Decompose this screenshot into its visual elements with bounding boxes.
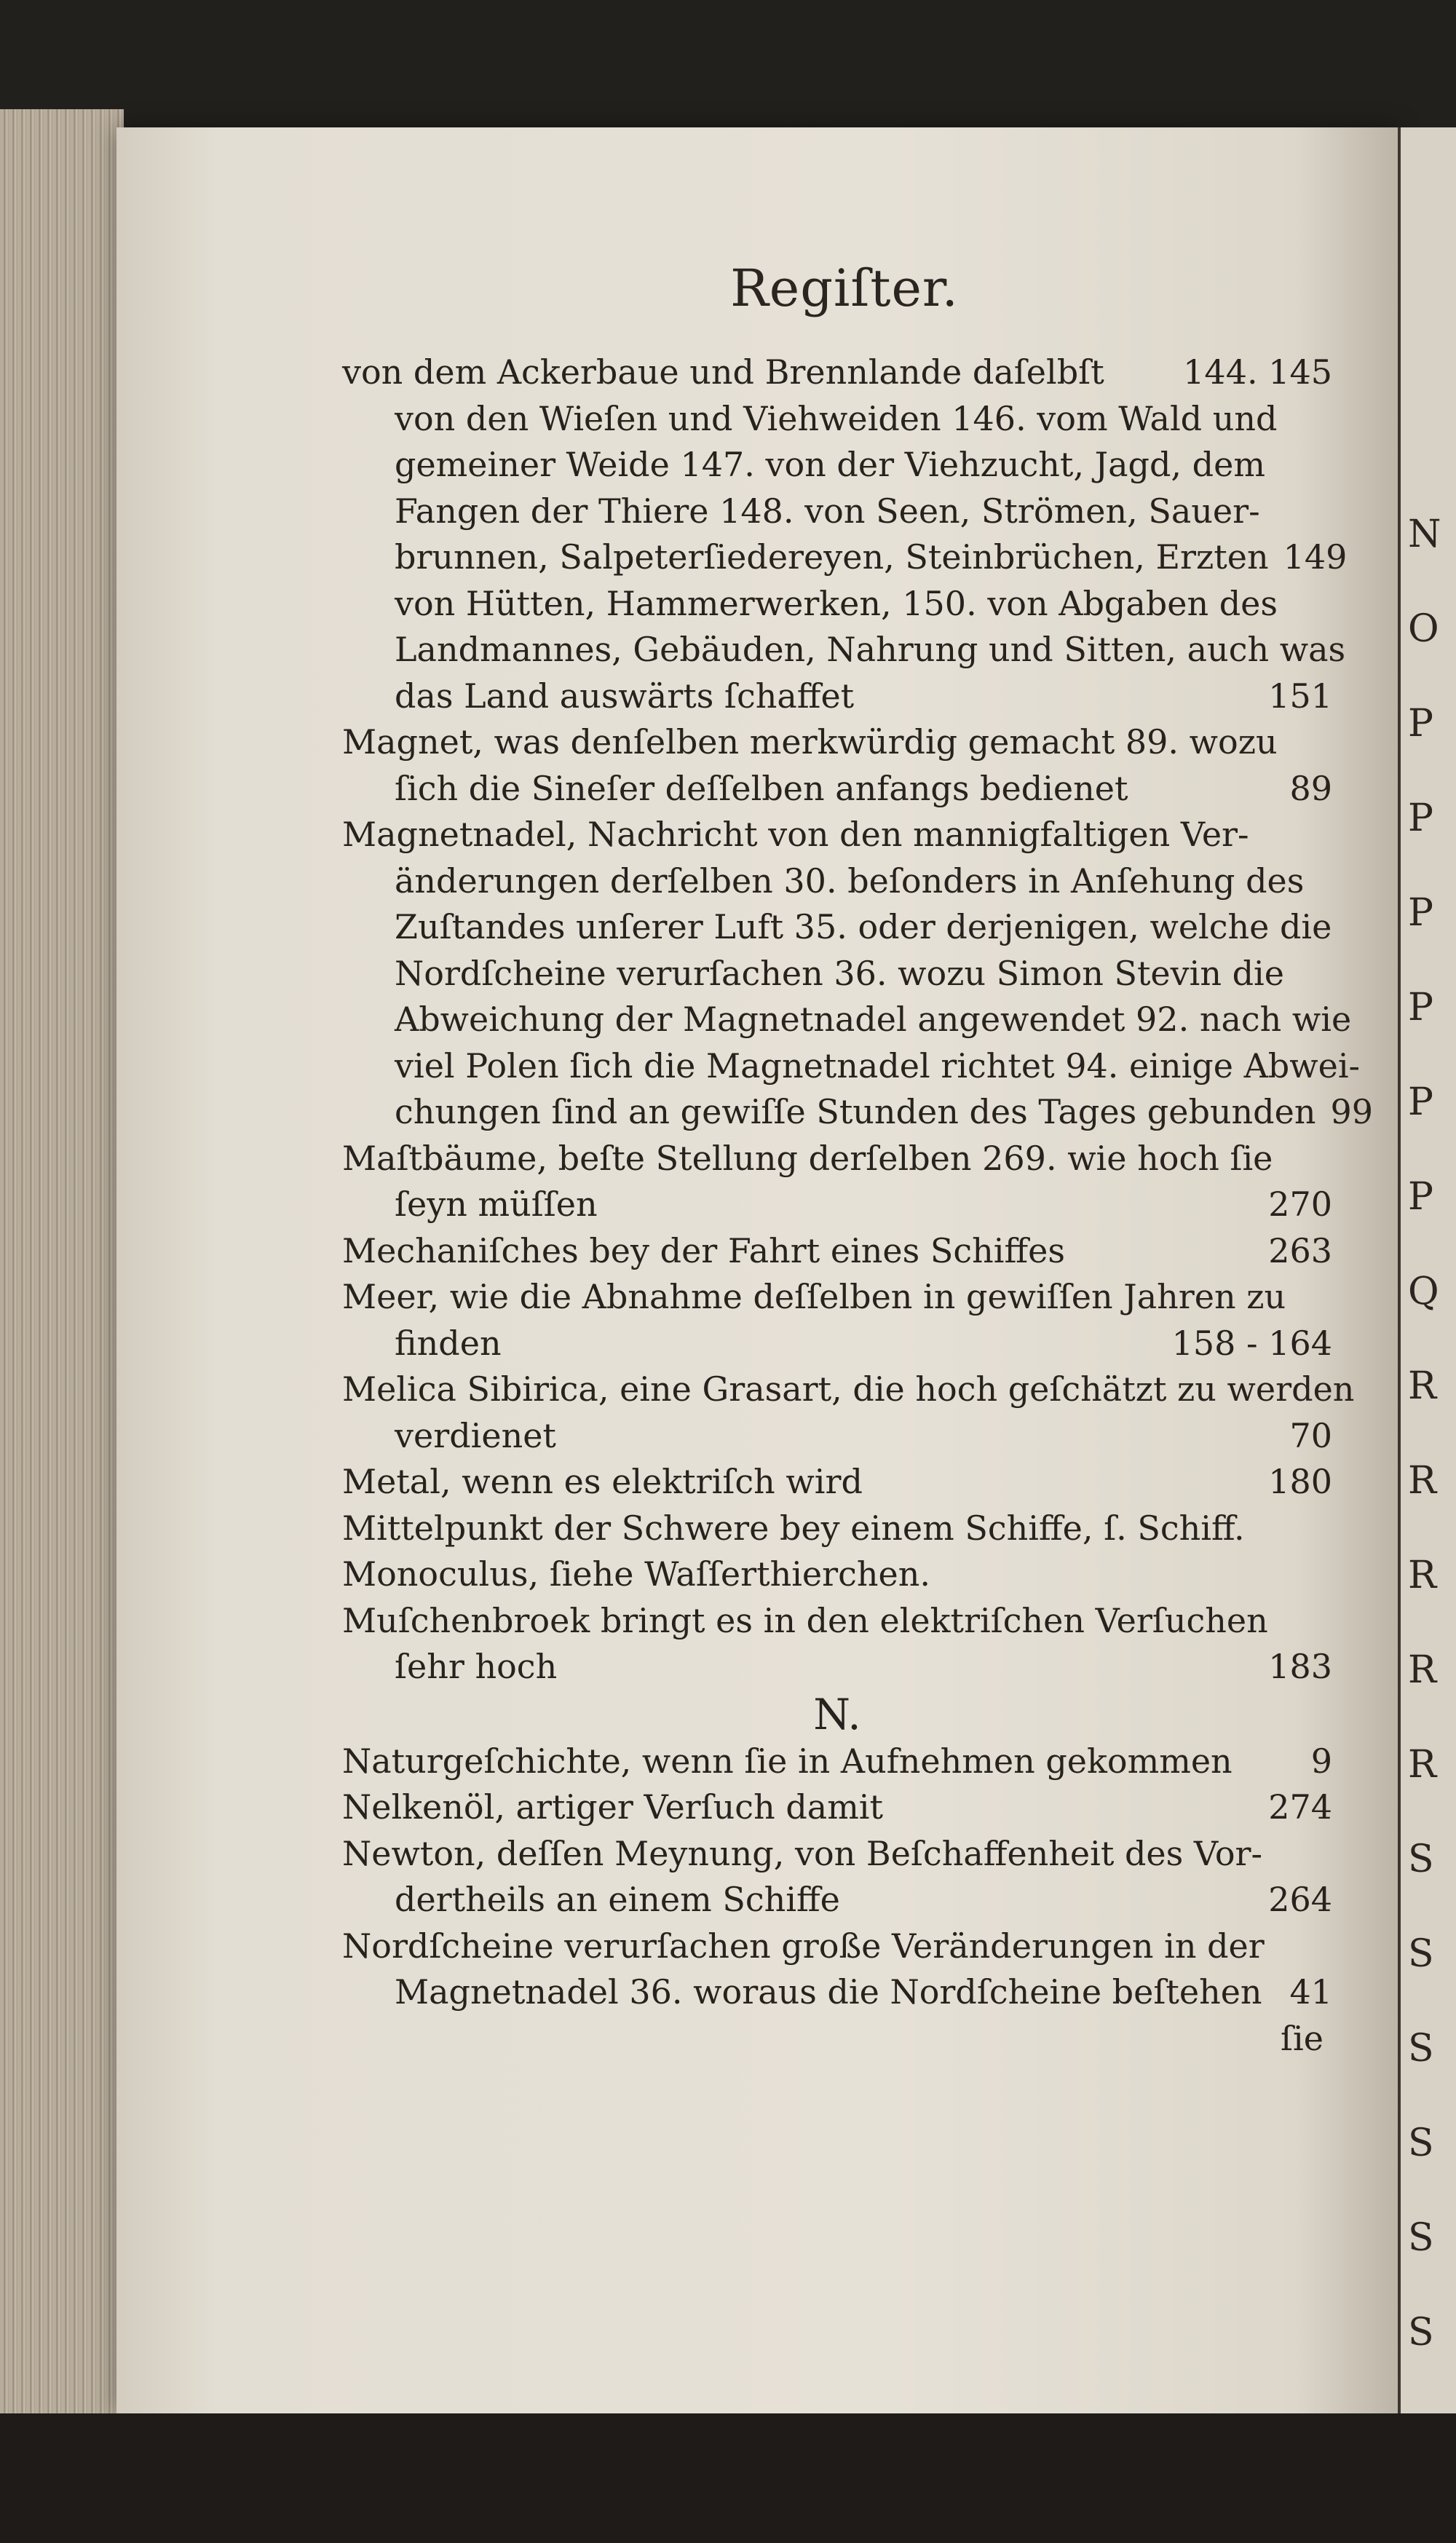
entry-text: Nelkenöl, artiger Verſuch damit [342, 1787, 884, 1827]
entry-text: Metal, wenn es elektriſch wird [342, 1462, 863, 1501]
page-reference [1318, 1831, 1332, 1878]
entry-line [342, 1089, 1374, 1136]
entry-text: von dem Ackerbaue und Brennlande daſelbſt [342, 352, 1104, 392]
facing-page-letter: S [1408, 2121, 1434, 2165]
entry-text: Abweichung der Magnetnadel angewendet 92. nach wie [395, 1000, 1352, 1039]
entry-text: von den Wieſen und Viehweiden 146. vom Wald und [395, 398, 1278, 438]
index-entry-mastbaeume [342, 1136, 1332, 1228]
entry-text: Newton, deſſen Meynung, von Beſchaffenheit des Vor- [342, 1833, 1263, 1873]
entry-text: finden [395, 1323, 502, 1363]
facing-page-letter: P [1408, 1175, 1433, 1219]
entry-line [342, 1043, 1361, 1090]
facing-page-letter: N [1408, 513, 1441, 556]
entry-text: Landmannes, Gebäuden, Nahrung und Sitten, auch was [395, 630, 1346, 669]
entry-line [342, 1367, 1355, 1413]
entry-line [342, 349, 1332, 396]
page-reference [1318, 719, 1332, 766]
entry-line [342, 1274, 1332, 1321]
page-reference: 70 [1289, 1415, 1332, 1455]
index-entry-cont [342, 349, 1348, 719]
page-reference [1354, 1367, 1369, 1413]
index-entry-muschenbroek [342, 1598, 1332, 1690]
entry-text: Magnetnadel 36. woraus die Nordſcheine beſtehen [395, 1972, 1262, 2012]
entry-line [342, 489, 1332, 535]
facing-page-letter: P [1408, 891, 1433, 935]
page-reference [1318, 442, 1332, 489]
facing-page-letters [1408, 495, 1456, 2388]
entry-text: chungen ſind an gewiſſe Stunden des Tages gebunden [395, 1092, 1316, 1131]
entry-line [342, 1598, 1332, 1645]
facing-page-letter: R [1408, 1364, 1437, 1408]
letter-heading: N. [813, 1689, 861, 1739]
facing-page-letter: S [1408, 2311, 1434, 2354]
page-reference [1318, 1551, 1332, 1598]
entry-line [342, 581, 1332, 628]
page-reference [1318, 1136, 1332, 1182]
entry-line [342, 396, 1332, 443]
entry-text: Nordſcheine verurſachen große Veränderungen in der [342, 1926, 1265, 1966]
page-reference: 180 [1268, 1462, 1332, 1501]
facing-page-letter: R [1408, 1648, 1437, 1692]
background-top [0, 0, 1456, 127]
entry-line [342, 766, 1332, 812]
index-entry-meer [342, 1274, 1332, 1367]
page-reference [1351, 997, 1366, 1043]
page-title: Regiſter. [730, 258, 959, 318]
entry-line [342, 627, 1346, 673]
entry-text: Mechaniſches bey der Fahrt eines Schiffes [342, 1230, 1065, 1270]
entry-line [342, 951, 1332, 997]
entry-text: das Land auswärts ſchaffet [395, 676, 855, 716]
background-bottom [0, 2413, 1456, 2543]
page-reference [1318, 489, 1332, 535]
page-reference: 270 [1268, 1185, 1332, 1224]
entry-line [342, 858, 1332, 905]
entry-line [342, 812, 1332, 858]
entry-line [342, 1831, 1332, 1878]
page-reference: 274 [1268, 1787, 1332, 1827]
entry-text: ſich die Sineſer deſſelben anfangs bedienet [395, 768, 1128, 808]
page-reference [1332, 904, 1346, 951]
page-reference [1318, 951, 1332, 997]
entry-text: ſeyn müſſen [395, 1185, 598, 1224]
facing-page-letter: S [1408, 2216, 1434, 2260]
index-entry-magnetnadel [342, 812, 1374, 1136]
entry-text: Nordſcheine verurſachen 36. wozu Simon Stevin die [395, 953, 1284, 993]
entry-text: ſehr hoch [395, 1647, 558, 1686]
entry-line [342, 1739, 1332, 1785]
entry-text: gemeiner Weide 147. von der Viehzucht, Jagd, dem [395, 445, 1265, 484]
entry-text: Monoculus, ſiehe Waſſerthierchen. [342, 1554, 930, 1594]
page-reference [1318, 1923, 1332, 1970]
register-entries [342, 349, 1374, 2062]
facing-page-letter: S [1408, 1838, 1434, 1881]
page-reference: 183 [1268, 1647, 1332, 1686]
page-reference: 9 [1310, 1741, 1332, 1781]
entry-line [342, 1877, 1332, 1923]
entry-text: viel Polen ſich die Magnetnadel richtet 94. einige Abwei- [395, 1045, 1361, 1085]
facing-page-letter: S [1408, 1932, 1434, 1976]
index-entry-melica [342, 1367, 1355, 1459]
facing-page-letter: S [1408, 2027, 1434, 2071]
page-reference: 144. 145 [1183, 352, 1332, 392]
facing-page-edge [1398, 127, 1456, 2413]
page-reference [1318, 858, 1332, 905]
page-reference: 149 [1283, 537, 1348, 577]
facing-page-letter: O [1408, 607, 1439, 651]
entry-text: änderungen derſelben 30. beſonders in Anſehung des [395, 861, 1305, 901]
page-reference: 89 [1289, 768, 1332, 808]
entry-text: Muſchenbroek bringt es in den elektriſchen Verſuchen [342, 1600, 1268, 1640]
facing-page-letter: R [1408, 1743, 1437, 1787]
entry-line [342, 719, 1332, 766]
entry-text: brunnen, Salpeterſiedereyen, Steinbrüchen, Erzten [395, 537, 1269, 577]
entry-line [342, 1136, 1332, 1182]
entry-line [342, 1923, 1332, 1970]
entry-text: Meer, wie die Abnahme deſſelben in gewiſſen Jahren zu [342, 1277, 1286, 1316]
index-entry-monoculus [342, 1551, 1332, 1598]
page-reference [1318, 1506, 1332, 1552]
entry-text: Maſtbäume, beſte Stellung derſelben 269. wie hoch ſie [342, 1138, 1273, 1178]
page-reference: 264 [1268, 1880, 1332, 1919]
facing-page-letter: R [1408, 1459, 1437, 1503]
page-reference [1318, 1598, 1332, 1645]
entry-line [342, 1784, 1332, 1831]
facing-page-letter: P [1408, 796, 1433, 840]
entry-line [342, 442, 1332, 489]
index-entry-nordscheine [342, 1923, 1332, 2016]
entry-line [342, 1413, 1332, 1460]
entry-line [342, 1506, 1332, 1552]
index-entry-mechanisches [342, 1228, 1332, 1275]
entry-text: Fangen der Thiere 148. von Seen, Strömen, Sauer- [395, 491, 1260, 531]
facing-page-letter: R [1408, 1554, 1437, 1597]
page-reference [1345, 627, 1360, 673]
page-reference: 151 [1268, 676, 1332, 716]
page-reference: 263 [1268, 1230, 1332, 1270]
index-entry-nelkenoel [342, 1784, 1332, 1831]
facing-page-letter: P [1408, 986, 1433, 1029]
entry-text: dertheils an einem Schiffe [395, 1880, 840, 1919]
entry-line [342, 673, 1332, 720]
catchword: ſie [1281, 2018, 1324, 2058]
page-reference [1318, 812, 1332, 858]
entry-line [342, 904, 1332, 951]
entry-text: Zuſtandes unſerer Luft 35. oder derjenigen, welche die [395, 907, 1332, 946]
index-entry-magnet [342, 719, 1332, 812]
entry-line [342, 534, 1348, 581]
entry-text: Magnetnadel, Nachricht von den mannigfaltigen Ver- [342, 815, 1249, 854]
entry-line [342, 1228, 1332, 1275]
index-entry-metal [342, 1459, 1332, 1506]
page-reference: 99 [1330, 1092, 1374, 1131]
entry-line [342, 1969, 1332, 2016]
page-reference [1318, 581, 1332, 628]
page-reference: 41 [1289, 1972, 1332, 2012]
facing-page-letter: P [1408, 702, 1433, 746]
page-reference: 158 - 164 [1171, 1323, 1332, 1363]
entry-text: Magnet, was denſelben merkwürdig gemacht 89. wozu [342, 722, 1278, 762]
entry-line [342, 1321, 1332, 1367]
entry-text: verdienet [395, 1415, 556, 1455]
facing-page-letter: P [1408, 1080, 1433, 1124]
entry-text: Naturgeſchichte, wenn ſie in Aufnehmen gekommen [342, 1741, 1233, 1781]
page-reference [1360, 1043, 1374, 1090]
entry-line [342, 1551, 1332, 1598]
entry-line [342, 1644, 1332, 1690]
index-entry-mittelpunkt [342, 1506, 1332, 1552]
entry-text: Mittelpunkt der Schwere bey einem Schiffe, ſ. Schiff. [342, 1508, 1245, 1548]
page-reference [1318, 1274, 1332, 1321]
entry-text: Melica Sibirica, eine Grasart, die hoch geſchätzt zu werden [342, 1369, 1355, 1409]
facing-page-letter: Q [1408, 1270, 1439, 1313]
page-reference [1318, 396, 1332, 443]
entry-line [342, 1459, 1332, 1506]
page-edges-left [0, 109, 124, 2439]
entry-text: von Hütten, Hammerwerken, 150. von Abgaben des [395, 583, 1278, 623]
entry-line [342, 997, 1352, 1043]
index-entry-newton [342, 1831, 1332, 1923]
index-entry-naturgeschichte [342, 1739, 1332, 1785]
entry-line [342, 1182, 1332, 1228]
